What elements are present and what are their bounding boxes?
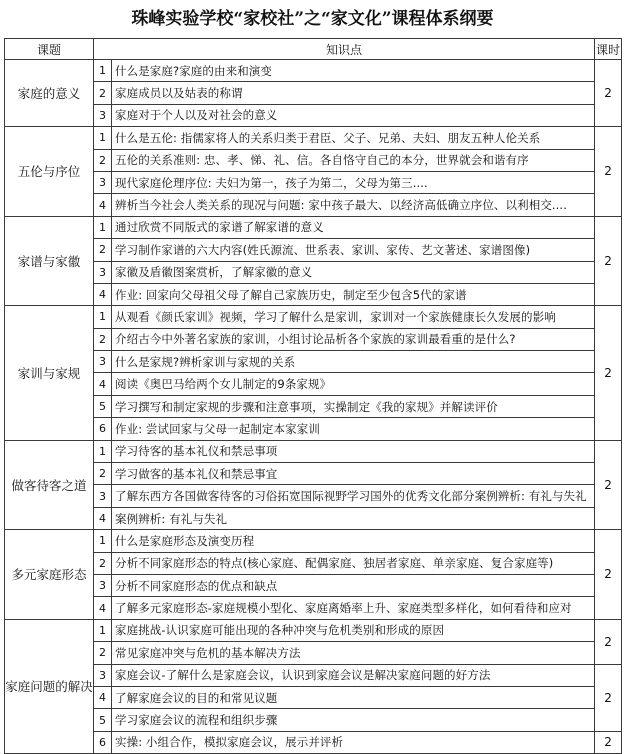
- table-row: [5, 709, 622, 731]
- point-text: 从观看《颜氏家训》视频，学习了解什么是家训，家训对一个家族健康长久发展的影响: [112, 306, 595, 328]
- point-number: 4: [94, 597, 112, 619]
- table-row: [5, 463, 622, 485]
- point-number: 3: [94, 351, 112, 373]
- table-row: [5, 507, 622, 529]
- point-number: 2: [94, 328, 112, 350]
- point-text: 家庭会议-了解什么是家庭会议，认识到家庭会议是解决家庭问题的好方法: [112, 664, 595, 686]
- document-title: 珠峰实验学校“家校社”之“家文化”课程体系纲要: [131, 9, 494, 29]
- table-row: [5, 731, 622, 753]
- point-text: 学习撰写和制定家规的步骤和注意事项，实操制定《我的家规》并解读评价: [112, 395, 595, 417]
- point-number: 4: [94, 194, 112, 216]
- table-row: [5, 686, 622, 708]
- point-number: 2: [94, 149, 112, 171]
- table-row: [5, 619, 622, 641]
- curriculum-table: [4, 38, 622, 754]
- table-row: [5, 552, 622, 574]
- point-text: 什么是家庭?家庭的由来和演变: [112, 60, 595, 82]
- table-row: [5, 597, 622, 619]
- table-row: [5, 418, 622, 440]
- hours-cell: 2: [595, 440, 622, 530]
- point-number: 1: [94, 619, 112, 641]
- topic-cell: 家谱与家徽: [5, 216, 94, 306]
- hours-cell: 2: [595, 127, 622, 217]
- table-row: [5, 530, 622, 552]
- table-row: [5, 60, 622, 82]
- point-text: 常见家庭冲突与危机的基本解决方法: [112, 642, 595, 664]
- point-text: 了解家庭会议的目的和常见议题: [112, 686, 595, 708]
- table-row: [5, 485, 622, 507]
- point-number: 6: [94, 731, 112, 753]
- table-row: [5, 664, 622, 686]
- topic-cell: 五伦与序位: [5, 127, 94, 217]
- point-number: 4: [94, 507, 112, 529]
- point-text: 现代家庭伦理序位: 夫妇为第一，孩子为第二，父母为第三....: [112, 171, 595, 193]
- table-row: [5, 642, 622, 664]
- hours-cell: 2: [595, 306, 622, 440]
- point-text: 案例辨析: 有礼与失礼: [112, 507, 595, 529]
- topic-cell: 多元家庭形态: [5, 530, 94, 620]
- point-text: 了解东西方各国做客待客的习俗拓宽国际视野学习国外的优秀文化部分案例辨析: 有礼与失礼: [112, 485, 595, 507]
- table-row: [5, 306, 622, 328]
- table-row: [5, 82, 622, 104]
- point-number: 2: [94, 642, 112, 664]
- point-number: 2: [94, 552, 112, 574]
- table-row: [5, 440, 622, 462]
- table-body: [5, 60, 622, 754]
- point-text: 学习做客的基本礼仪和禁忌事宜: [112, 463, 595, 485]
- point-number: 3: [94, 171, 112, 193]
- table-row: [5, 216, 622, 238]
- point-number: 5: [94, 395, 112, 417]
- header-points: 知识点: [94, 39, 595, 60]
- point-number: 4: [94, 373, 112, 395]
- table-row: [5, 261, 622, 283]
- point-text: 作业: 尝试回家与父母一起制定本家家训: [112, 418, 595, 440]
- hours-cell: 2: [595, 731, 622, 753]
- table-row: [5, 373, 622, 395]
- topic-cell: 家庭的意义: [5, 60, 94, 127]
- point-number: 2: [94, 239, 112, 261]
- point-text: 阅读《奥巴马给两个女儿制定的9条家规》: [112, 373, 595, 395]
- point-number: 3: [94, 261, 112, 283]
- point-number: 1: [94, 127, 112, 149]
- point-text: 家庭对于个人以及对社会的意义: [112, 104, 595, 126]
- table-row: [5, 328, 622, 350]
- point-number: 2: [94, 82, 112, 104]
- table-row: [5, 104, 622, 126]
- point-number: 1: [94, 530, 112, 552]
- point-number: 1: [94, 60, 112, 82]
- point-text: 学习制作家谱的六大内容(姓氏源流、世系表、家训、家传、艺文著述、家谱图像): [112, 239, 595, 261]
- point-text: 分析不同家庭形态的优点和缺点: [112, 574, 595, 596]
- table-row: [5, 239, 622, 261]
- point-number: 2: [94, 463, 112, 485]
- table-row: [5, 149, 622, 171]
- hours-cell: 2: [595, 60, 622, 127]
- point-text: 什么是五伦: 指儒家将人的关系归类于君臣、父子、兄弟、夫妇、朋友五种人伦关系: [112, 127, 595, 149]
- point-number: 3: [94, 664, 112, 686]
- table-row: [5, 574, 622, 596]
- point-text: 家徽及盾徽图案赏析，了解家徽的意义: [112, 261, 595, 283]
- point-text: 了解多元家庭形态-家庭规模小型化、家庭离婚率上升、家庭类型多样化，如何看待和应对: [112, 597, 595, 619]
- point-number: 1: [94, 216, 112, 238]
- table-row: [5, 194, 622, 216]
- point-number: 3: [94, 574, 112, 596]
- hours-cell: 2: [595, 619, 622, 664]
- point-number: 6: [94, 418, 112, 440]
- point-number: 4: [94, 686, 112, 708]
- point-text: 通过欣赏不同版式的家谱了解家谱的意义: [112, 216, 595, 238]
- header-topic: 课题: [5, 39, 94, 60]
- hours-cell: 2: [595, 664, 622, 731]
- point-text: 分析不同家庭形态的特点(核心家庭、配偶家庭、独居者家庭、单亲家庭、复合家庭等): [112, 552, 595, 574]
- hours-cell: 2: [595, 216, 622, 306]
- point-text: 什么是家庭形态及演变历程: [112, 530, 595, 552]
- hours-cell: 2: [595, 530, 622, 620]
- point-number: 3: [94, 104, 112, 126]
- point-text: 介绍古今中外著名家族的家训，小组讨论品析各个家族的家训最看重的是什么?: [112, 328, 595, 350]
- point-text: 作业: 回家向父母祖父母了解自己家族历史，制定至少包含5代的家谱: [112, 283, 595, 305]
- point-text: 什么是家规?辨析家训与家规的关系: [112, 351, 595, 373]
- point-number: 1: [94, 440, 112, 462]
- header-hours: 课时: [595, 39, 622, 60]
- header-row: [5, 39, 622, 60]
- topic-cell: 家庭问题的解决: [5, 619, 94, 753]
- point-text: 家庭挑战-认识家庭可能出现的各种冲突与危机类别和形成的原因: [112, 619, 595, 641]
- point-number: 1: [94, 306, 112, 328]
- point-text: 学习待客的基本礼仪和禁忌事项: [112, 440, 595, 462]
- point-number: 5: [94, 709, 112, 731]
- table-row: [5, 351, 622, 373]
- point-number: 4: [94, 283, 112, 305]
- point-text: 实操: 小组合作，模拟家庭会议，展示并评析: [112, 731, 595, 753]
- point-text: 学习家庭会议的流程和组织步骤: [112, 709, 595, 731]
- topic-cell: 做客待客之道: [5, 440, 94, 530]
- point-number: 3: [94, 485, 112, 507]
- table-row: [5, 283, 622, 305]
- topic-cell: 家训与家规: [5, 306, 94, 440]
- table-row: [5, 171, 622, 193]
- point-text: 五伦的关系准则: 忠、孝、悌、礼、信。各自恪守自己的本分，世界就会和谐有序: [112, 149, 595, 171]
- point-text: 家庭成员以及姑表的称谓: [112, 82, 595, 104]
- table-row: [5, 127, 622, 149]
- table-row: [5, 395, 622, 417]
- point-text: 辨析当今社会人类关系的现况与问题: 家中孩子最大、以经济高低确立序位、以利相交....: [112, 194, 595, 216]
